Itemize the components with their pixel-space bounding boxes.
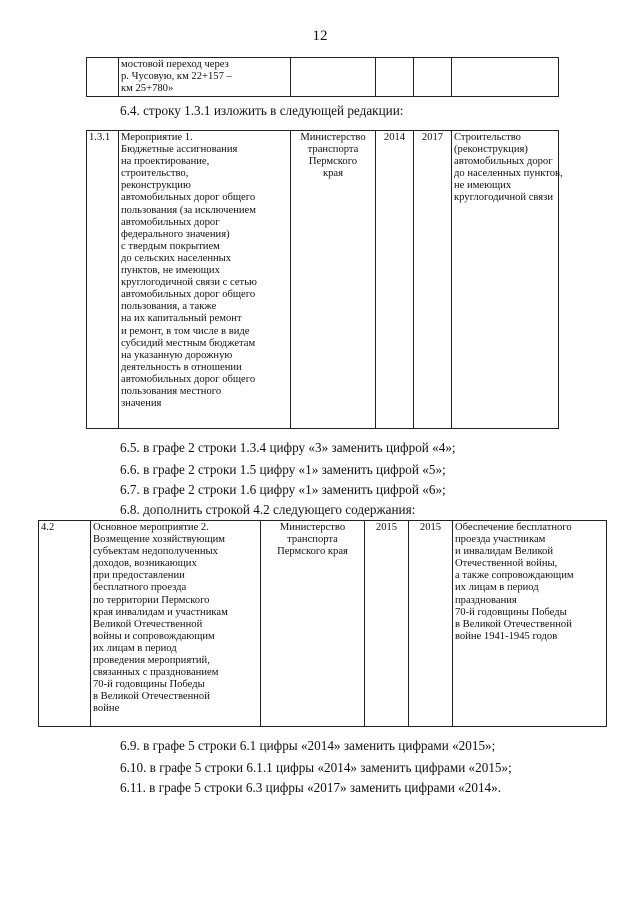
cell-text-line: войны и сопровождающим <box>93 630 215 642</box>
paragraph-6-9: 6.9. в графе 5 строки 6.1 цифры «2014» заменить цифрами «2015»; <box>120 738 496 753</box>
cell-text-line: по территории Пермского <box>93 594 210 606</box>
cell-text-line: (реконструкция) <box>454 144 528 156</box>
cell-text-line: их лицам в период <box>93 642 177 654</box>
cell-text-line: и ремонт, в том числе в виде <box>121 325 250 337</box>
cell-text-line: 70-й годовщины Победы <box>93 679 205 691</box>
cell-text-line: Основное мероприятие 2. <box>93 522 209 533</box>
cell-text-line: строительство, <box>121 168 189 180</box>
cell-text-line: бесплатного проезда <box>93 582 187 594</box>
table-row-4-2 <box>38 520 607 727</box>
cell-text-line: Отечественной войны, <box>455 558 558 570</box>
cell-text-line: на проектирование, <box>121 156 210 168</box>
paragraph-6-10: 6.10. в графе 5 строки 6.1.1 цифры «2014» заменить цифрами «2015»; <box>120 760 512 775</box>
table-top-fragment <box>86 57 559 97</box>
cell-text-line: не имеющих <box>454 180 512 192</box>
cell-text-line: Бюджетные ассигнования <box>121 144 238 156</box>
page-number: 12 <box>312 28 328 44</box>
cell-text-line: Министерство <box>279 522 346 533</box>
cell-text-line: до населенных пунктов, <box>454 168 563 180</box>
cell-text-line: Пермского <box>308 156 358 168</box>
cell-text-line: реконструкцию <box>121 180 191 192</box>
cell-text-line: проведения мероприятий, <box>93 655 210 667</box>
cell-text-line: на их капитальный ремонт <box>121 313 242 325</box>
table-top-cell-year-start <box>376 58 414 97</box>
cell-text-line: субсидий местным бюджетам <box>121 337 256 349</box>
row-result <box>453 521 607 727</box>
row-number: 1.3.1 <box>87 131 119 429</box>
cell-text-line: круглогодичной связи <box>454 192 554 204</box>
row-description <box>91 521 261 727</box>
cell-text-line: пунктов, не имеющих <box>121 265 220 277</box>
paragraph-6-5: 6.5. в графе 2 строки 1.3.4 цифру «3» заменить цифрой «4»; <box>120 440 456 455</box>
row-result <box>452 131 563 429</box>
cell-text-line: Обеспечение бесплатного <box>455 522 572 533</box>
cell-text-line: их лицам в период <box>455 582 539 594</box>
paragraph-6-7: 6.7. в графе 2 строки 1.6 цифру «1» заменить цифрой «6»; <box>120 482 446 497</box>
cell-text-line: войне <box>93 703 120 715</box>
paragraph-6-4: 6.4. строку 1.3.1 изложить в следующей редакции: <box>120 103 404 118</box>
cell-text-line: доходов, возникающих <box>93 558 197 570</box>
cell-text-line: в Великой Отечественной <box>93 691 210 703</box>
paragraph-6-6: 6.6. в графе 2 строки 1.5 цифру «1» заменить цифрой «5»; <box>120 462 446 477</box>
table-top-cell-desc: мостовой переход через р. Чусовую, км 22+157 – км 25+780» <box>119 58 291 97</box>
cell-text-line: Строительство <box>454 132 521 143</box>
table-top-cell-executor <box>291 58 376 97</box>
cell-text-line: до сельских населенных <box>121 252 232 264</box>
cell-text-line: автомобильных дорог общего <box>121 192 256 204</box>
cell-text-line: деятельность в отношении <box>121 361 242 373</box>
cell-text-line: Великой Отечественной <box>93 618 203 630</box>
paragraph-6-8: 6.8. дополнить строкой 4.2 следующего содержания: <box>120 502 416 517</box>
cell-text-line: края <box>322 168 344 180</box>
cell-text-line: Пермского края <box>277 546 348 558</box>
row-year-end: 2017 <box>414 131 452 429</box>
cell-text-line: и инвалидам Великой <box>455 546 554 558</box>
cell-text-line: федерального значения) <box>121 228 230 240</box>
cell-text-line: автомобильных дорог общего <box>121 289 256 301</box>
row-year-end: 2015 <box>409 521 453 727</box>
cell-text-line: Возмещение хозяйствующим <box>93 534 225 546</box>
cell-text-line: связанных с празднованием <box>93 667 219 679</box>
cell-text-line: празднования <box>455 594 517 606</box>
cell-text-line: автомобильных дорог <box>454 156 553 168</box>
row-executor <box>261 521 365 727</box>
cell-text-line: субъектам недополученных <box>93 546 218 558</box>
paragraph-6-11: 6.11. в графе 5 строки 6.3 цифры «2017» заменить цифрами «2014». <box>120 780 502 795</box>
row-year-start: 2015 <box>365 521 409 727</box>
cell-text-line: а также сопровождающим <box>455 570 574 582</box>
table-top-cell-result <box>452 58 559 97</box>
table-top-cell-num <box>87 58 119 97</box>
cell-text-line: пользования местного <box>121 385 222 397</box>
cell-text-line: транспорта <box>287 534 338 546</box>
cell-text-line: автомобильных дорог общего <box>121 373 256 385</box>
row-executor <box>291 131 376 429</box>
table-top-cell-year-end <box>414 58 452 97</box>
cell-text-line: с твердым покрытием <box>121 240 220 252</box>
cell-text-line: Министерство <box>300 132 366 143</box>
table-row-1-3-1 <box>86 130 563 429</box>
cell-text-line: при предоставлении <box>93 570 185 582</box>
cell-text-line: транспорта <box>307 144 359 156</box>
cell-text-line: войне 1941-1945 годов <box>455 630 558 642</box>
cell-text-line: круглогодичной связи с сетью <box>121 277 257 289</box>
cell-text-line: значения <box>121 398 162 410</box>
row-number: 4.2 <box>39 521 91 727</box>
cell-text-line: 70-й годовщины Победы <box>455 606 567 618</box>
cell-text-line: проезда участникам <box>455 534 546 546</box>
cell-text-line: края инвалидам и участникам <box>93 606 228 618</box>
cell-text-line: пользования (за исключением <box>121 204 256 216</box>
cell-text-line: автомобильных дорог <box>121 216 220 228</box>
cell-text-line: пользования, а также <box>121 301 217 313</box>
cell-text-line: в Великой Отечественной <box>455 618 572 630</box>
row-year-start: 2014 <box>376 131 414 429</box>
cell-text-line: на указанную дорожную <box>121 349 233 361</box>
cell-text-line: Мероприятие 1. <box>121 132 193 143</box>
row-description <box>119 131 291 429</box>
